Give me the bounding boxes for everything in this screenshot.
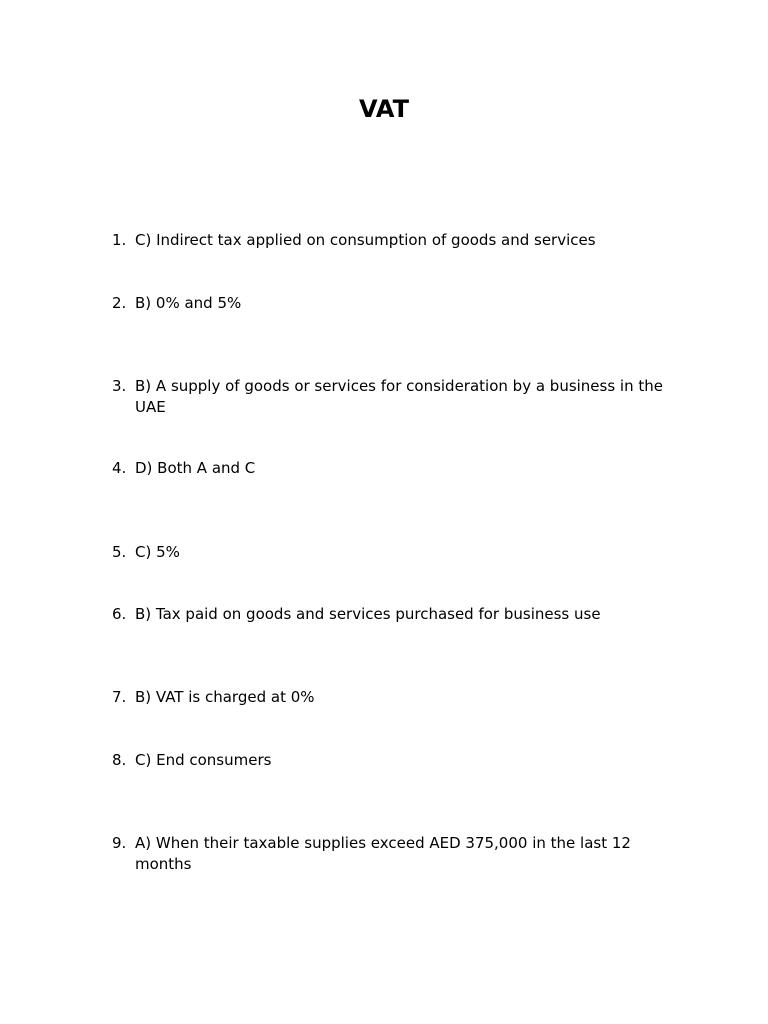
answer-number: 3. xyxy=(112,377,127,395)
answer-number: 1. xyxy=(112,231,127,249)
answer-number: 9. xyxy=(112,834,127,852)
answer-text: B) VAT is charged at 0% xyxy=(135,688,315,706)
answer-text: D) Both A and C xyxy=(135,459,256,477)
answer-item-6 xyxy=(112,604,672,625)
answer-item-8 xyxy=(112,750,672,771)
answer-item-5 xyxy=(112,542,672,563)
answer-text: B) Tax paid on goods and services purchased for business use xyxy=(135,605,601,623)
answer-number: 2. xyxy=(112,294,127,312)
answer-number: 4. xyxy=(112,459,127,477)
answer-item-1 xyxy=(112,230,672,251)
answer-item-9 xyxy=(112,833,672,875)
page-title: VAT xyxy=(358,95,410,123)
answer-number: 7. xyxy=(112,688,127,706)
answer-text: C) End consumers xyxy=(135,751,272,769)
answer-text: C) Indirect tax applied on consumption of goods and services xyxy=(135,231,596,249)
answer-item-3 xyxy=(112,376,672,418)
answer-text: B) A supply of goods or services for consideration by a business in the UAE xyxy=(135,377,663,416)
answer-number: 5. xyxy=(112,543,127,561)
answer-item-4 xyxy=(112,458,672,479)
answer-item-7 xyxy=(112,687,672,708)
answer-number: 8. xyxy=(112,751,127,769)
answer-item-2 xyxy=(112,293,672,314)
answer-text: A) When their taxable supplies exceed AED 375,000 in the last 12 months xyxy=(135,834,631,873)
answer-number: 6. xyxy=(112,605,127,623)
answer-text: B) 0% and 5% xyxy=(135,294,242,312)
answer-text: C) 5% xyxy=(135,543,180,561)
